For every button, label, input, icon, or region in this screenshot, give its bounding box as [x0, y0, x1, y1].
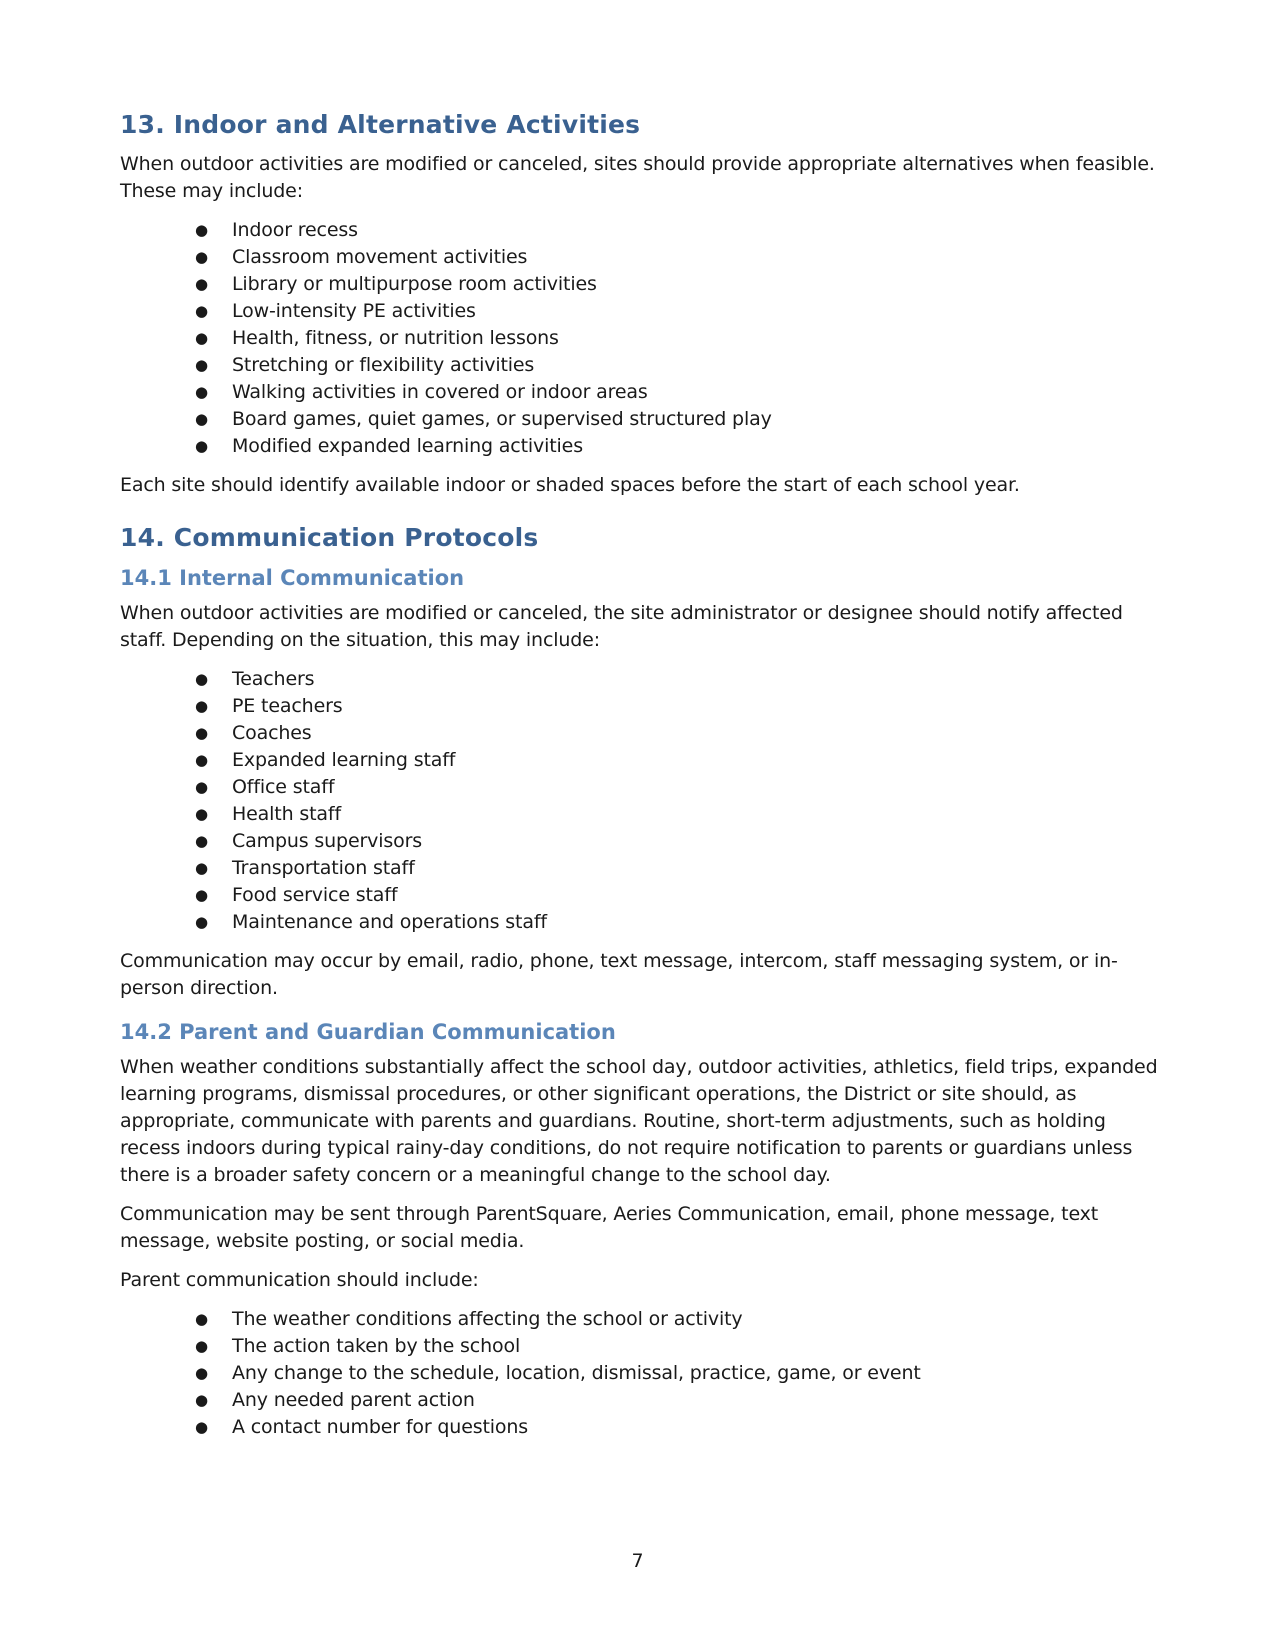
list-item: ● The action taken by the school: [195, 1333, 1160, 1360]
list-item: ● Health staff: [195, 801, 1160, 828]
section-14-2-paragraph-3: Parent communication should include:: [120, 1269, 479, 1291]
list-item: ● Classroom movement activities: [195, 244, 1160, 271]
section-14-1-closing: Communication may occur by email, radio, phone, text message, intercom, staff messaging system, or in-person direction.: [120, 950, 1118, 999]
list-item: ● Walking activities in covered or indoor areas: [195, 379, 1160, 406]
document-page: [120, 108, 1160, 1453]
list-item: ● Transportation staff: [195, 855, 1160, 882]
list-item: ● Coaches: [195, 720, 1160, 747]
list-item: ● Maintenance and operations staff: [195, 909, 1160, 936]
list-item: ● Library or multipurpose room activities: [195, 271, 1160, 298]
list-item: ● Expanded learning staff: [195, 747, 1160, 774]
internal-staff-list: [120, 666, 1160, 936]
list-item: ● Office staff: [195, 774, 1160, 801]
list-item: ● Any change to the schedule, location, dismissal, practice, game, or event: [195, 1360, 1160, 1387]
section-14-1-heading: 14.1 Internal Communication: [120, 566, 465, 590]
section-13-heading: 13. Indoor and Alternative Activities: [120, 110, 641, 139]
list-item: ● Modified expanded learning activities: [195, 433, 1160, 460]
list-item: ● Stretching or flexibility activities: [195, 352, 1160, 379]
list-item: ● Health, fitness, or nutrition lessons: [195, 325, 1160, 352]
list-item: ● The weather conditions affecting the school or activity: [195, 1306, 1160, 1333]
section-14-2-heading: 14.2 Parent and Guardian Communication: [120, 1020, 616, 1044]
list-item: ● Board games, quiet games, or supervised structured play: [195, 406, 1160, 433]
page-number: 7: [631, 1550, 644, 1572]
section-13-closing: Each site should identify available indoor or shaded spaces before the start of each school year.: [120, 474, 1020, 496]
section-14-2-paragraph-1: When weather conditions substantially affect the school day, outdoor activities, athletics, field trips, expanded learning programs, dismissal procedures, or other significant operations, the District or site should, as appropriate, communicate with parents and guardians. Routine, short-term adjustments, such as holding recess indoors during typical rainy-day conditions, do not require notification to parents or guardians unless there is a broader safety concern or a meaningful change to the school day.: [120, 1056, 1158, 1186]
list-item: ● Teachers: [195, 666, 1160, 693]
section-14-1-intro: When outdoor activities are modified or canceled, the site administrator or designee should notify affected staff. Depending on the situation, this may include:: [120, 602, 1123, 651]
parent-communication-list: [120, 1306, 1160, 1441]
list-item: ● PE teachers: [195, 693, 1160, 720]
list-item: ● A contact number for questions: [195, 1414, 1160, 1441]
list-item: ● Food service staff: [195, 882, 1160, 909]
section-13-intro: When outdoor activities are modified or canceled, sites should provide appropriate alternatives when feasible. These may include:: [120, 153, 1155, 202]
section-14-heading: 14. Communication Protocols: [120, 523, 539, 552]
list-item: ● Indoor recess: [195, 217, 1160, 244]
list-item: ● Any needed parent action: [195, 1387, 1160, 1414]
list-item: ● Low-intensity PE activities: [195, 298, 1160, 325]
section-14-2-paragraph-2: Communication may be sent through ParentSquare, Aeries Communication, email, phone message, text message, website posting, or social media.: [120, 1203, 1099, 1252]
alternative-activities-list: [120, 217, 1160, 460]
list-item: ● Campus supervisors: [195, 828, 1160, 855]
